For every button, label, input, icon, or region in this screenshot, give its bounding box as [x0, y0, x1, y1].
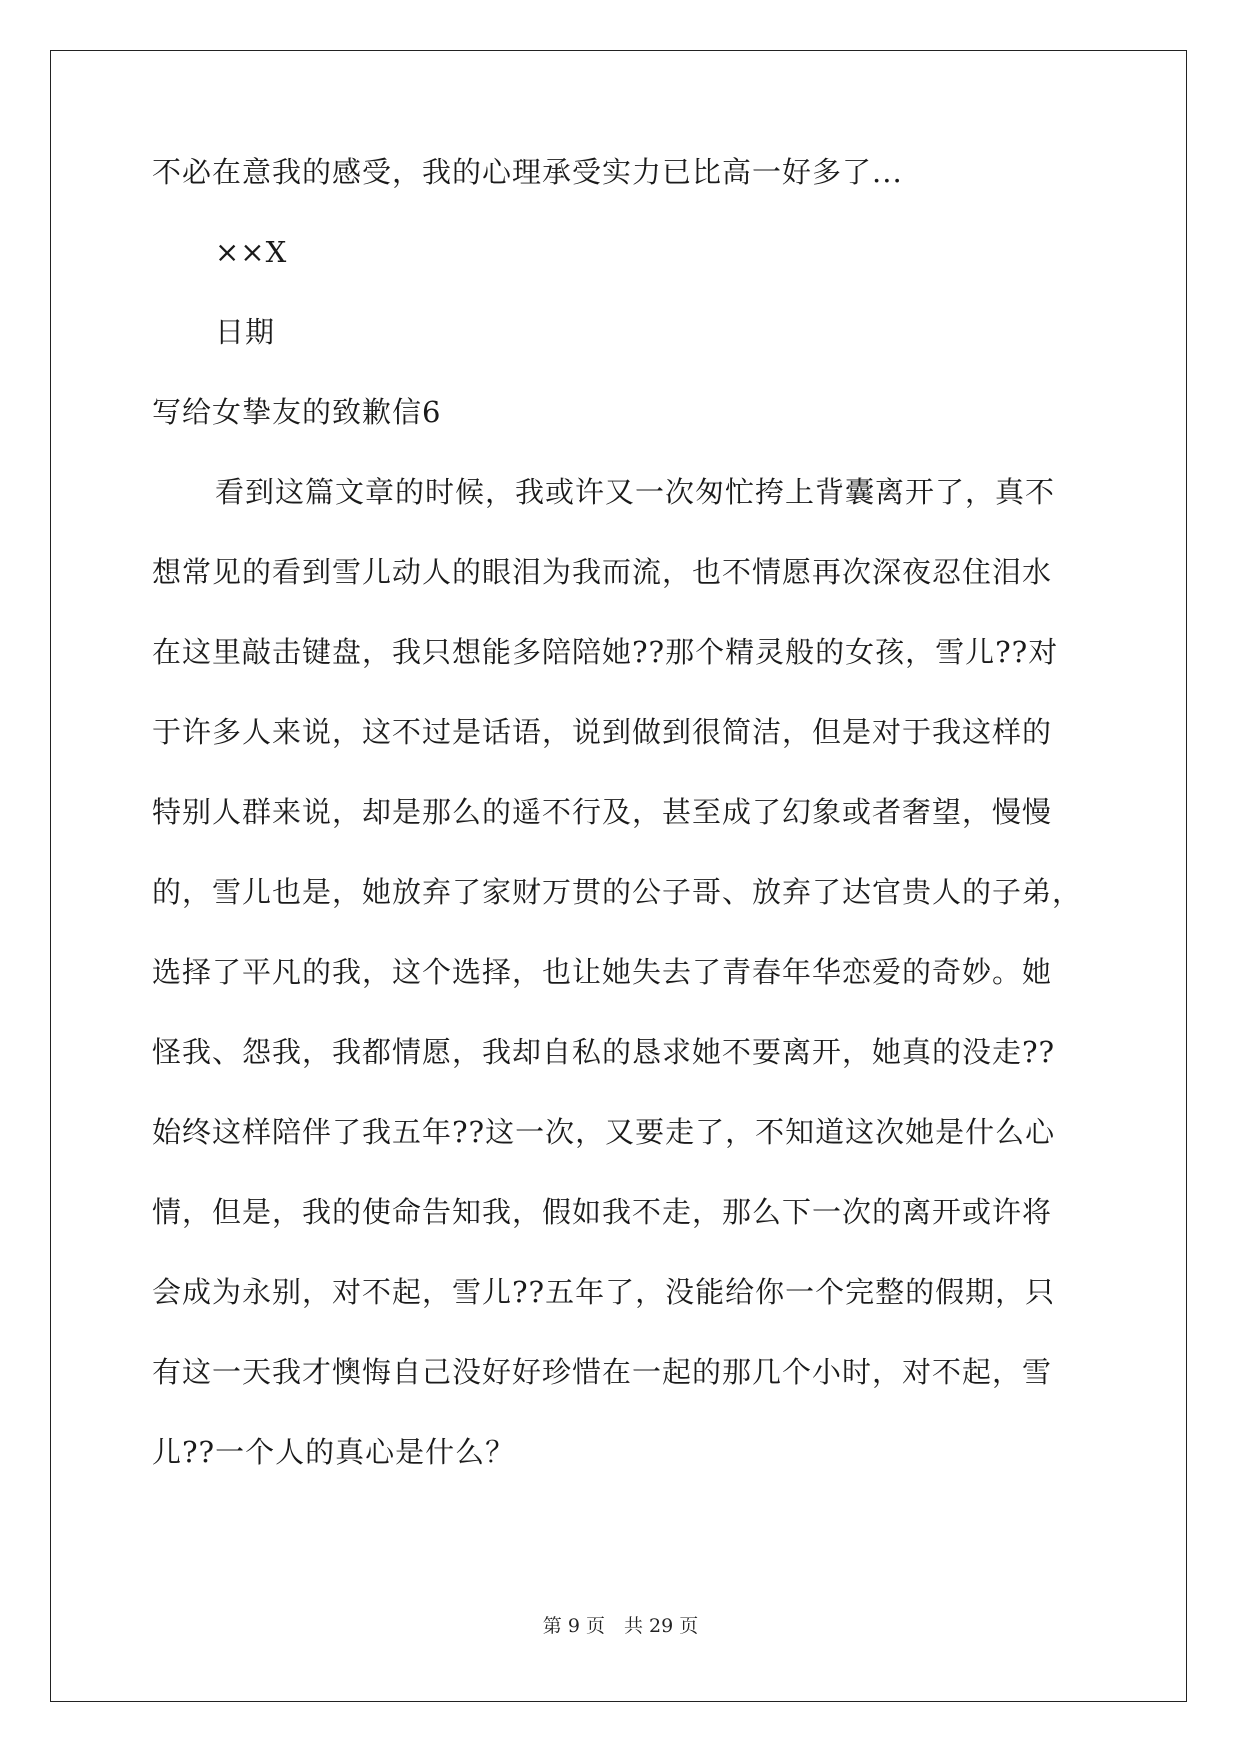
body-text-line: 情，但是，我的使命告知我，假如我不走，那么下一次的离开或许将 [152, 1195, 1053, 1229]
body-text-line: 特别人群来说，却是那么的遥不行及，甚至成了幻象或者奢望，慢慢 [152, 795, 1053, 829]
body-text-line: 始终这样陪伴了我五年??这一次，又要走了，不知道这次她是什么心 [152, 1115, 1056, 1149]
body-text-line: 选择了平凡的我，这个选择，也让她失去了青春年华恋爱的奇妙。她 [152, 955, 1053, 989]
body-text-line: 儿??一个人的真心是什么？ [152, 1435, 516, 1469]
page-footer [0, 1614, 1241, 1638]
signature: ××X [215, 235, 288, 269]
body-text-line: 怪我、怨我，我都情愿，我却自私的恳求她不要离开，她真的没走?? [152, 1035, 1056, 1069]
body-text-line: 的，雪儿也是，她放弃了家财万贯的公子哥、放弃了达官贵人的子弟， [152, 875, 1083, 909]
page-number: 第 9 页 共 29 页 [542, 1615, 699, 1637]
body-text-line: 在这里敲击键盘，我只想能多陪陪她??那个精灵般的女孩，雪儿??对 [152, 635, 1059, 669]
body-text-line: 不必在意我的感受，我的心理承受实力已比高一好多了... [152, 155, 903, 189]
body-text-line: 有这一天我才懊悔自己没好好珍惜在一起的那几个小时，对不起，雪 [152, 1355, 1053, 1389]
body-text-line: 想常见的看到雪儿动人的眼泪为我而流，也不情愿再次深夜忍住泪水 [152, 555, 1053, 589]
body-text-line: 于许多人来说，这不过是话语，说到做到很简洁，但是对于我这样的 [152, 715, 1053, 749]
body-text-line: 看到这篇文章的时候，我或许又一次匆忙挎上背囊离开了，真不 [215, 475, 1056, 509]
body-text-line: 会成为永别，对不起，雪儿??五年了，没能给你一个完整的假期，只 [152, 1275, 1056, 1309]
date-label: 日期 [215, 315, 276, 349]
section-title: 写给女挚友的致歉信6 [152, 395, 442, 429]
